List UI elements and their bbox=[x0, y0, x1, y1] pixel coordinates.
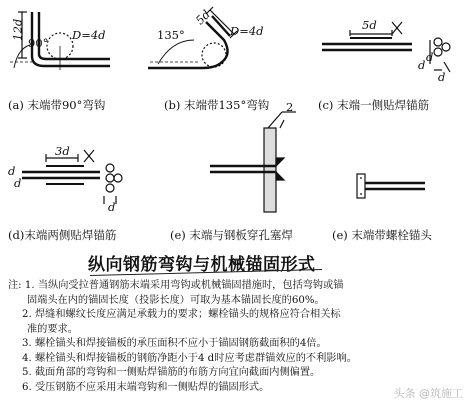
dim-b-bend: D=4d bbox=[230, 24, 264, 38]
caption-e-plate: (e) 末端与钢板穿孔塞焊 bbox=[170, 228, 293, 242]
dim-c-side: d bbox=[418, 58, 426, 72]
dim-c-weld: 5d bbox=[362, 18, 377, 32]
note-line: 2. 焊缝和螺纹长度应满足承载力的要求；螺栓锚头的规格应符合相关标 bbox=[22, 309, 341, 320]
angle-a: 90° bbox=[28, 36, 49, 50]
caption-c: (c) 末端一侧贴焊锚筋 bbox=[318, 98, 430, 112]
note-line: 3. 螺栓锚头和焊接锚板的承压面积不应小于锚固钢筋截面积的4倍。 bbox=[22, 338, 327, 349]
dim-c-bottom: d bbox=[438, 70, 446, 84]
dim-b-hook: 5d bbox=[192, 7, 213, 28]
dim-d-gap: d bbox=[8, 164, 16, 178]
note-line: 5. 截面角部的弯钩和一侧贴焊锚筋的布筋方向宜向截面内侧偏置。 bbox=[22, 367, 321, 378]
note-line: 4. 螺栓锚头和焊接锚板的钢筋净距小于4 d时应考虑群锚效应的不利影响。 bbox=[22, 352, 357, 364]
caption-d: (d)末端两侧贴焊锚筋 bbox=[8, 228, 117, 242]
note-line: 准的要求。 bbox=[27, 323, 78, 335]
weld-mark-e: 2 bbox=[286, 100, 294, 114]
caption-a: (a) 末端带90°弯钩 bbox=[8, 98, 106, 112]
page-title: 纵向钢筋弯钩与机械锚固形式 bbox=[88, 255, 316, 275]
diagram-e-plate-plug-weld bbox=[210, 112, 296, 212]
diagram-e-bolt-head bbox=[357, 174, 425, 198]
dim-a-bend: D=4d bbox=[72, 28, 106, 42]
dim-a-hook: 12d bbox=[10, 18, 25, 41]
caption-b: (b) 末端带135°弯钩 bbox=[164, 98, 270, 112]
note-line: 6. 受压钢筋不应采用末端弯钩和一侧贴焊的锚固形式。 bbox=[22, 381, 270, 393]
note-line: 固端头在内的锚固长度（投影长度）可取为基本锚固长度的60%。 bbox=[27, 294, 325, 306]
dim-d-weld: 3d bbox=[55, 144, 70, 158]
note-line: 注: 1. 当纵向受拉普通钢筋末端采用弯钩或机械锚固措施时，包括弯钩或锚 bbox=[8, 280, 344, 291]
dim-d-bottom: d bbox=[108, 200, 116, 214]
notes-block bbox=[8, 279, 466, 395]
watermark: 头条 @筑施工 bbox=[393, 387, 463, 400]
dim-c-gap: d bbox=[426, 50, 434, 64]
caption-e-bolt: (e) 末端带螺栓锚头 bbox=[332, 228, 432, 242]
angle-b: 135° bbox=[157, 28, 185, 42]
diagram-c-one-side-weld bbox=[322, 18, 450, 72]
dim-d-side: d bbox=[14, 176, 22, 190]
diagram-d-two-side-weld bbox=[22, 150, 122, 204]
